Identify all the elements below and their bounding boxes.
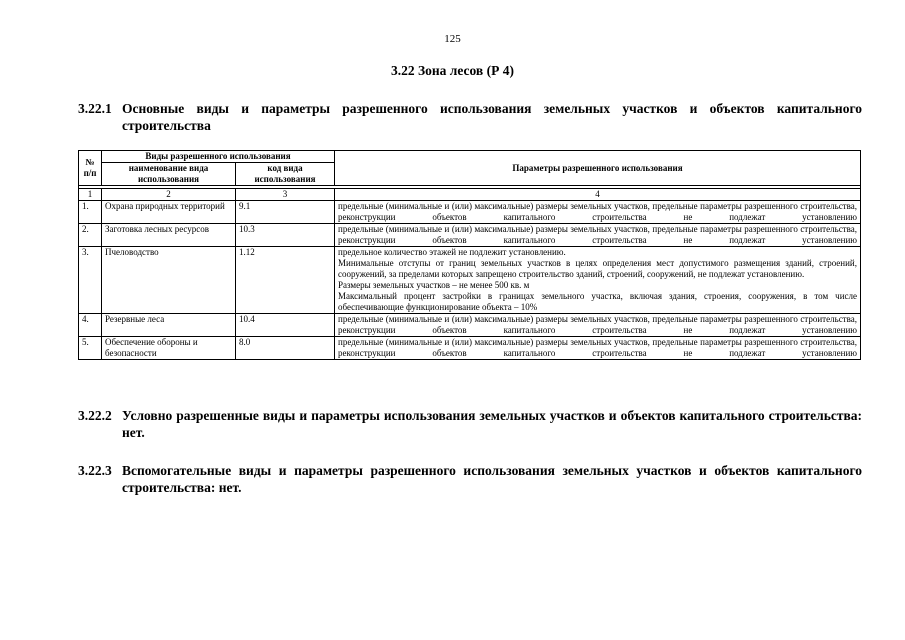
section-text: Условно разрешенные виды и параметры использования земельных участков и объектов капитального строительства: нет. (122, 408, 862, 440)
use-type-name: Резервные леса (102, 314, 236, 337)
table-row (79, 201, 861, 224)
column-number-row (79, 189, 861, 201)
row-number: 5. (79, 337, 102, 360)
use-type-name: Обеспечение обороны и безопасности (102, 337, 236, 360)
use-type-name: Пчеловодство (102, 247, 236, 314)
use-params: предельные (минимальные и (или) максимальные) размеры земельных участков, предельные параметры разрешенного строительства, реконструкции объектов капитального строительства не подлежат установлению (335, 201, 861, 224)
section-number: 3.22.3 (78, 463, 112, 478)
header-params: Параметры разрешенного использования (335, 151, 861, 186)
section-text: Вспомогательные виды и параметры разрешенного использования земельных участков и объектов капитального строительства: нет. (122, 463, 862, 495)
section-text: Основные виды и параметры разрешенного использования земельных участков и объектов капитального строительства (122, 101, 862, 133)
section-heading-3-22-2 (78, 407, 862, 441)
table-row (79, 337, 861, 360)
table-row (79, 247, 861, 314)
row-number: 3. (79, 247, 102, 314)
table-row (79, 314, 861, 337)
header-types-group: Виды разрешенного использования (102, 151, 335, 163)
column-number: 4 (335, 189, 861, 201)
table-header-row (79, 151, 861, 163)
use-type-name: Охрана природных территорий (102, 201, 236, 224)
section-number: 3.22.1 (78, 101, 112, 116)
use-params: предельные (минимальные и (или) максимальные) размеры земельных участков, предельные параметры разрешенного строительства, реконструкции объектов капитального строительства не подлежат установлению (335, 314, 861, 337)
land-use-table (78, 150, 861, 360)
param-line: Максимальный процент застройки в границах земельного участка, включая здания, строения, сооружения, в том числе обеспечивающие функционирование объекта – 10% (338, 291, 857, 312)
param-line: Минимальные отступы от границ земельных участков в целях определения мест допустимого размещения зданий, строений, сооружений, за пределами которых запрещено строительство зданий, строений, сооружений, не подлежат установлению. (338, 258, 857, 279)
column-number: 2 (102, 189, 236, 201)
table-row (79, 224, 861, 247)
section-heading-3-22-3 (78, 462, 862, 496)
section-number: 3.22.2 (78, 408, 112, 423)
row-number: 1. (79, 201, 102, 224)
use-type-code: 9.1 (236, 201, 335, 224)
param-line: Размеры земельных участков – не менее 500 кв. м (338, 280, 530, 290)
header-name: наименование вида использования (102, 163, 236, 186)
column-number: 1 (79, 189, 102, 201)
section-heading-3-22-1 (78, 100, 862, 134)
use-params: предельные (минимальные и (или) максимальные) размеры земельных участков, предельные параметры разрешенного строительства, реконструкции объектов капитального строительства не подлежат установлению (335, 224, 861, 247)
use-type-code: 1.12 (236, 247, 335, 314)
row-number: 4. (79, 314, 102, 337)
zone-title: 3.22 Зона лесов (Р 4) (391, 63, 514, 78)
header-code: код вида использования (236, 163, 335, 186)
use-type-name: Заготовка лесных ресурсов (102, 224, 236, 247)
param-line: предельное количество этажей не подлежит установлению. (338, 247, 566, 257)
use-type-code: 10.3 (236, 224, 335, 247)
use-type-code: 10.4 (236, 314, 335, 337)
use-params (335, 247, 861, 314)
header-num: № п/п (79, 151, 102, 186)
use-type-code: 8.0 (236, 337, 335, 360)
row-number: 2. (79, 224, 102, 247)
use-params: предельные (минимальные и (или) максимальные) размеры земельных участков, предельные параметры разрешенного строительства, реконструкции объектов капитального строительства не подлежат установлению (335, 337, 861, 360)
page-number: 125 (444, 33, 461, 45)
column-number: 3 (236, 189, 335, 201)
